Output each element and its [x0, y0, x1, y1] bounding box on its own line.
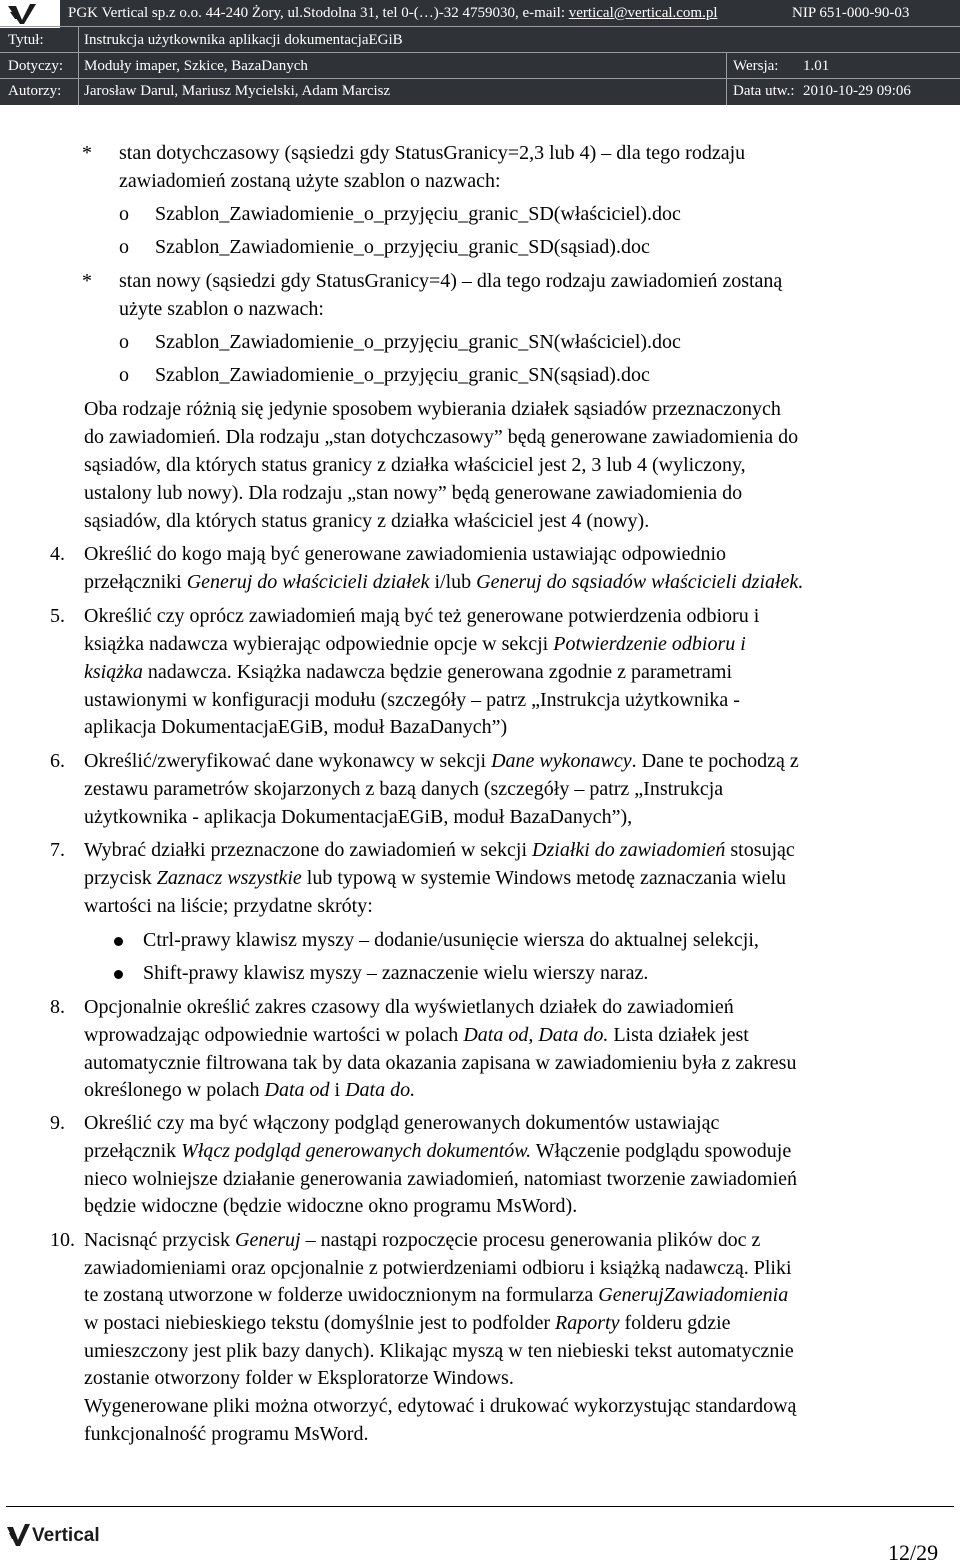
version-label: Wersja: — [733, 58, 779, 74]
step-text: nieco wolniejsze działanie generowania zawiadomień, natomiast tworzenie zawiadomień — [84, 1168, 798, 1190]
step-number: 4. — [50, 543, 65, 565]
step-text: zawiadomieniami oraz opcjonalnie z potwierdzeniami odbioru i książką nadawczą. Pliki — [84, 1257, 792, 1279]
step-number: 8. — [50, 996, 65, 1018]
date-value: 2010-10-29 09:06 — [803, 83, 911, 99]
paragraph-line: ustalony lub nowy). Dla rodzaju „stan nowy” będą generowane zawiadomienia do — [84, 482, 743, 504]
step-text: zestawu parametrów skojarzonych z bazą danych (szczegóły – patrz „Instrukcja — [84, 778, 724, 800]
bullet-icon — [114, 970, 123, 979]
step-text: funkcjonalność programu MsWord. — [84, 1423, 369, 1445]
step-text: określonego w polach Data od i Data do. — [84, 1079, 416, 1101]
step-text: zostanie otworzony folder w Eksploratorze Windows. — [84, 1367, 514, 1389]
step-text: Nacisnąć przycisk Generuj – nastąpi rozpoczęcie procesu generowania plików doc z — [84, 1229, 761, 1251]
footer-divider — [6, 1506, 954, 1507]
header-divider — [0, 52, 960, 53]
authors-label: Autorzy: — [8, 83, 62, 99]
step-text: Wybrać działki przeznaczone do zawiadomień w sekcji Działki do zawiadomień stosując — [84, 839, 795, 861]
step-text: wprowadzając odpowiednie wartości w polach Data od, Data do. Lista działek jest — [84, 1024, 749, 1046]
bullet-text: Shift-prawy klawisz myszy – zaznaczenie wielu wierszy naraz. — [143, 962, 649, 984]
text-line: stan nowy (sąsiedzi gdy StatusGranicy=4) – dla tego rodzaju zawiadomień zostaną — [119, 270, 783, 292]
step-text: przycisk Zaznacz wszystkie lub typową w systemie Windows metodę zaznaczania wielu — [84, 867, 787, 889]
template-filename: Szablon_Zawiadomienie_o_przyjęciu_granic_SD(sąsiad).doc — [155, 236, 650, 258]
text-line: użyte szablon o nazwach: — [119, 298, 324, 320]
title-value: Instrukcja użytkownika aplikacji dokumentacjaEGiB — [84, 32, 403, 48]
document-header — [0, 0, 960, 105]
asterisk-marker: * — [82, 270, 92, 292]
step-text: wartości na liście; przydatne skróty: — [84, 895, 373, 917]
step-text: te zostaną utworzone w folderze uwidocznionym na formularza GenerujZawiadomienia — [84, 1284, 789, 1306]
step-text: Określić czy ma być włączony podgląd generowanych dokumentów ustawiając — [84, 1112, 720, 1134]
footer-brand: Vertical — [32, 1525, 100, 1546]
step-text: Określić do kogo mają być generowane zawiadomienia ustawiając odpowiednio — [84, 543, 727, 565]
step-number: 10. — [50, 1229, 75, 1251]
header-divider — [726, 53, 727, 105]
template-filename: Szablon_Zawiadomienie_o_przyjęciu_granic_SN(sąsiad).doc — [155, 364, 650, 386]
text-line: zawiadomień zostaną użyte szablon o nazwach: — [119, 170, 501, 192]
email-link[interactable]: vertical@vertical.com.pl — [568, 5, 718, 21]
o-marker: o — [119, 203, 129, 225]
authors-value: Jarosław Darul, Mariusz Mycielski, Adam Marcisz — [84, 83, 391, 99]
step-text: Wygenerowane pliki można otworzyć, edytować i drukować wykorzystując standardową — [84, 1395, 797, 1417]
paragraph-line: Oba rodzaje różnią się jedynie sposobem wybierania działek sąsiadów przeznaczonych — [84, 398, 781, 420]
step-text: przełączniki Generuj do właścicieli działek i/lub Generuj do sąsiadów właścicieli działek. — [84, 571, 804, 593]
paragraph-line: do zawiadomień. Dla rodzaju „stan dotychczasowy” będą generowane zawiadomienia do — [84, 426, 799, 448]
header-divider — [78, 27, 79, 105]
step-text: umieszczony jest plik bazy danych). Klikając myszą w ten niebieski tekst automatycznie — [84, 1340, 794, 1362]
step-text: Określić/zweryfikować dane wykonawcy w sekcji Dane wykonawcy. Dane te pochodzą z — [84, 750, 799, 772]
bullet-icon — [114, 937, 123, 946]
version-value: 1.01 — [803, 58, 830, 74]
paragraph-line: sąsiadów, dla których status granicy z działka właściciel jest 2, 3 lub 4 (wyliczony, — [84, 454, 746, 476]
step-text: będzie widoczne (będzie widoczne okno programu MsWord). — [84, 1195, 578, 1217]
concerns-label: Dotyczy: — [8, 58, 63, 74]
concerns-value: Moduły imaper, Szkice, BazaDanych — [84, 58, 308, 74]
step-text: w postaci niebieskiego tekstu (domyślnie jest to podfolder Raporty folderu gdzie — [84, 1312, 731, 1334]
step-text: książka nadawcza wybierając odpowiednie opcje w sekcji Potwierdzenie odbioru i — [84, 633, 746, 655]
step-text: Określić czy oprócz zawiadomień mają być też generowane potwierdzenia odbioru i — [84, 605, 760, 627]
text-line: stan dotychczasowy (sąsiedzi gdy StatusGranicy=2,3 lub 4) – dla tego rodzaju — [119, 142, 746, 164]
company-info: PGK Vertical sp.z o.o. 44-240 Żory, ul.Stodolna 31, tel 0-(…)-32 4759030, e-mail: vertical@vertical.com.pl — [68, 5, 718, 21]
date-label: Data utw.: — [733, 83, 795, 99]
o-marker: o — [119, 364, 129, 386]
bullet-text: Ctrl-prawy klawisz myszy – dodanie/usunięcie wiersza do aktualnej selekcji, — [143, 929, 759, 951]
header-divider — [0, 26, 960, 27]
template-filename: Szablon_Zawiadomienie_o_przyjęciu_granic_SN(właściciel).doc — [155, 331, 681, 353]
step-text: użytkownika - aplikacja DokumentacjaEGiB, moduł BazaDanych”), — [84, 806, 633, 828]
o-marker: o — [119, 331, 129, 353]
template-filename: Szablon_Zawiadomienie_o_przyjęciu_granic_SD(właściciel).doc — [155, 203, 681, 225]
nip-number: NIP 651-000-90-03 — [792, 5, 910, 21]
step-text: przełącznik Włącz podgląd generowanych dokumentów. Włączenie podglądu spowoduje — [84, 1140, 792, 1162]
step-number: 6. — [50, 750, 65, 772]
step-text: ustawionymi w konfiguracji modułu (szczegóły – patrz „Instrukcja użytkownika - — [84, 689, 740, 711]
title-label: Tytuł: — [8, 32, 44, 48]
page-number: 12/29 — [888, 1540, 939, 1565]
paragraph-line: sąsiadów, dla których status granicy z działka właściciel jest 4 (nowy). — [84, 510, 650, 532]
step-number: 9. — [50, 1112, 65, 1134]
asterisk-marker: * — [82, 142, 92, 164]
vertical-logo-icon — [6, 1522, 32, 1548]
step-text: książka nadawcza. Książka nadawcza będzie generowana zgodnie z parametrami — [84, 661, 733, 683]
step-text: Opcjonalnie określić zakres czasowy dla wyświetlanych działek do zawiadomień — [84, 996, 734, 1018]
o-marker: o — [119, 236, 129, 258]
step-number: 5. — [50, 605, 65, 627]
step-text: aplikacja DokumentacjaEGiB, moduł BazaDanych”) — [84, 716, 508, 738]
step-number: 7. — [50, 839, 65, 861]
step-text: automatycznie filtrowana tak by data okazania zapisana w zawiadomieniu była z zakresu — [84, 1052, 797, 1074]
header-divider — [0, 78, 960, 79]
